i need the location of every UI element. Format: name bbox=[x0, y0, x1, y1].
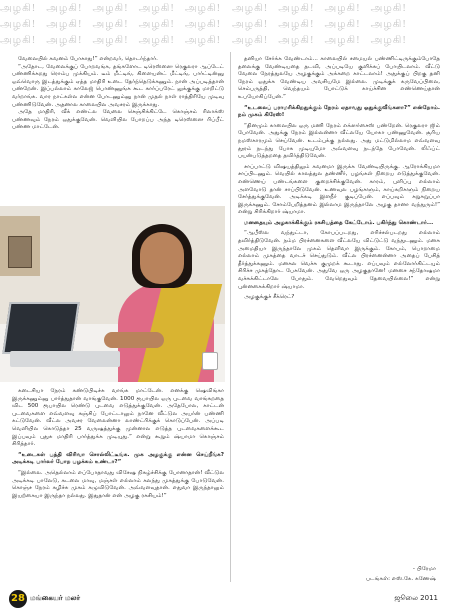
watermark-row-1: அழகி! அழகி! அழகி! அழகி! அழகி! bbox=[0, 3, 222, 14]
paragraph: தனியா சேர்க்க வேண்டாம்... காலையில் சமையல் பண்ணிட்டிருக்கும்போதே தலைக்கு வேண்டியதை தடவி, அப்படியே குளிக்கப் போயிடலாம். வீட்டு வேலை நேரத்துலயே அழகுக்கும் அக்கறை காட்டலாம்! அதுக்குப் பிறகு தனி நேரம் ஒதுக்க வேண்டிய அவசியமே இல்லை. முடிக்குக் கருவேப்பிலை, செம்பருத்தி, வெந்தயம் போட்டுக் காய்ச்சின எண்ணெய்தான் உபயோகிப்பேன்.” bbox=[238, 56, 440, 100]
woman-at-laptop-photo bbox=[0, 206, 225, 382]
column-divider bbox=[230, 52, 231, 582]
paragraph: “தினமும் காலையில ஒரு மணி நேரம் எக்ஸர்சைஸ் பண்றேன். ரெகுலரா ஜிம் போவேன். அதுக்கு நேரம் இல்லன்னா வீட்லயே யோகா பண்ணுவேன். சூரிய நமஸ்காரமும் செய்வேன். உடம்புக்கு நல்லது. அது மட்டுமில்லாம எவ்வளவு தூரம் நடந்து போக முடியுமோ அவ்வளவு நடந்தே போவேன். லிஃப்ட் பயன்படுத்தறதை தவிர்த்திடுவேன். bbox=[238, 122, 440, 160]
left-column-bottom-text bbox=[12, 388, 224, 584]
right-column-text bbox=[238, 56, 440, 562]
question-paragraph: “உடலைப் பராமரிக்கிறதுக்கும் நேரம் ஏதாவது ஒதுக்குவீங்களா?” என்றோம். நம் முகம் கிரேஸ்! bbox=[238, 104, 440, 119]
photo-laptop-screen bbox=[2, 302, 79, 354]
paragraph: வேலையில் கவனம் போகாது!” என்றவர், தொடர்ந்தார். bbox=[18, 56, 158, 62]
magazine-name: மங்கையர் மலர் bbox=[30, 594, 81, 602]
watermark-row-3: அழகி! அழகி! அழகி! அழகி! அழகி! bbox=[0, 35, 222, 46]
paragraph: “இல்லை. அதெல்லாம் எப்போதாவது விசேஷ நிகழ்ச்சிக்கு போனாதான்! வீட்டுல அடிக்கடி பாலேடு, கடலை மாவு, மஞ்சள் எல்லாம் கலந்து முகத்துக்கு போடுவேன். கொஞ்ச நேரம் கழிச்சு முகம் கழுவிடுவேன். அவ்வளவுதான். எதுவா இருந்தாலும் இயற்கையா இருந்தா நல்லது. இதுதான் என் அழகு ரகசியம்!” bbox=[12, 469, 224, 499]
photo-picture-frame bbox=[8, 236, 32, 268]
watermark-row-2: அழகி! அழகி! அழகி! அழகி! அழகி! bbox=[0, 19, 222, 30]
photo-woman-face bbox=[140, 232, 184, 284]
paragraph: “அதோட, வேலைக்குப் போறவங்க, தங்களோட டிரெஸ்ஸை ரெகுலரா ஆப்டேட் பண்ணிக்கறது ரொம்ப முக்கியம். டீம் மீட்டிங், கிளையன்ட் மீட்டிங், பார்ட்டின்னு ஒவ்வொரு இடத்துக்கும் ஏத்த மாதிரி உடை தேர்ந்தெடுக்கணும். நான் அப்படித்தான் பண்றேன். இப்பல்லாம் காலேஜ் பொண்ணுங்க கூட கார்ப்பரேட் லுக்குக்கு மாறிட்டு வர்றாங்க. வார நாட்கள்ல என்ன போடணும்னு நான் முதல் நாள் ராத்திரியே முடிவு பண்ணிடுவேன். அதனால காலையில அவசரம் இருக்காது. bbox=[12, 63, 224, 108]
paragraph: அழகுக்குச் சீக்ரெட்? bbox=[244, 294, 295, 301]
question-paragraph: மனதையும் அழகாக்கிக்கும் ரகசியத்தை கேட்டோம். பகிர்ந்து கொண்டார்... bbox=[244, 219, 434, 226]
issue-date: ஜூலை 2011 bbox=[394, 594, 438, 602]
paragraph: “ஆபீஸ்ல வந்துட்டா, கோபப்படறது, எரிச்சல்படறது எல்லாம் தவிர்த்திடுவேன். நம்ம பிரச்னைகளை வீட்லயே விட்டுட்டு வந்துடணும். மனசு அமைதியா இருந்தாலே முகம் தெளிவா இருக்கும். கோபம், பொறாமை எல்லாம் முகத்தை வாடச் செய்துடும். வீட்ல பிரச்னைன்னா அதைப் பேசித் தீர்த்துக்கணும். மனசுல வெச்சு குமுறக் கூடாது. எப்பவும் எல்லோர்கிட்டயும் சிரிச்ச முகத்தோட பேசுவேன். அதுவே ஒரு அழகுதானே! மனசை சந்தோஷமா வச்சுக்கிட்டாலே போதும். வேறெதுவும் தேவையில்லை!” என்று புன்னகைக்கிறார் ஷ்யாமா. bbox=[238, 230, 440, 290]
paragraph: அதே மாதிரி, வீக் எண்ட்ல வேலை செஞ்சிக்கிட்டே கொஞ்சம் ரிலாக்ஸ் பண்ணவும் நேரம் ஒதுக்குவேன். வெளியில போறப்ப அந்த டிரெஸ்ஸை ரிப்பீட் பண்ண மாட்டேன். bbox=[12, 109, 224, 131]
author-byline: - பிரேமா bbox=[412, 566, 436, 572]
paragraph: கடைசியா நேரம் கண்டுபிடிச்சு வாங்க மாட்டேன். எனக்கு ஷெவிங்கா இருக்கணும்னு பார்த்துதான் வாங்குவேன். 1000 ரூபாயில ஒரு புடவை வாங்கறதை விட 500 ரூபாயில ரெண்டு புடவை எடுத்துக்குவேன். அதேபோல, காட்டன் புடவைகளை எவ்வளவு கஞ்சிப் போட்டாலும் நானே வீட்டுல அயர்ன் பண்ணி கட்டுவேன். வீட்ல அவசர வேலைன்னா லாண்ட்ரிக்குக் கொடுப்பேன். அப்படி வெளியில கொடுத்தா 25 வருஷத்துக்கு முன்னால எடுத்த புடவைகளைக்கூட இப்பவும் புதுசு மாதிரி பார்த்துக்க முடியுது.” என்று கூறும் ஷ்யாமா கொஞ்சம் சிரித்தார். bbox=[12, 388, 224, 448]
watermark-row-4: அழகி! அழகி! அழகி! அழகி! bbox=[232, 3, 407, 14]
left-column-top-text bbox=[12, 56, 224, 202]
page-number-badge: 28 bbox=[9, 590, 27, 608]
photo-credit: படங்கள்: எஸ்.கே. கணேஷ் bbox=[366, 576, 436, 582]
watermark-row-5: அழகி! அழகி! அழகி! அழகி! bbox=[232, 19, 407, 30]
photo-woman-arm bbox=[104, 332, 164, 348]
watermark-row-6: அழகி! அழகி! அழகி! அழகி! bbox=[232, 35, 407, 46]
question-paragraph: “உடைகள் பத்தி விரிவா சொல்லிட்டீங்க. முக அழகுக்கு என்ன செய்றீங்க? அடிக்கடி பார்லர் போற பழக்கம் உண்டா?” bbox=[12, 451, 224, 466]
photo-mug bbox=[202, 352, 218, 370]
photo-laptop-base bbox=[10, 351, 120, 367]
paragraph: சாப்பாட்டு விஷயத்திலும் கவனமா இருக்க வேண்டியிருக்கு. ஆரோக்கியமா சாப்பிடணும். வெயில் காலத்துல தண்ணீர், பழங்கள் நிறைய எடுத்துக்குவேன். எண்ணெய் பண்டங்களை குறைச்சிக்குவேன். காரம், புளிப்பு எல்லாம் அளவோடு தான் சாப்பிடுவேன். உணவுல பழங்களும், காய்கறிகளும் நிறைய சேர்த்துக்குவேன். அடிக்கடி இளநீர் குடிப்பேன். எப்பவும் சுறுசுறுப்பா இருக்கணும். சோம்பேறித்தனம் இல்லாம இருந்தாலே அழகு தானா வந்துரும்!” என்று சிரிக்கிறார் ஷ்யாமா. bbox=[238, 163, 440, 216]
